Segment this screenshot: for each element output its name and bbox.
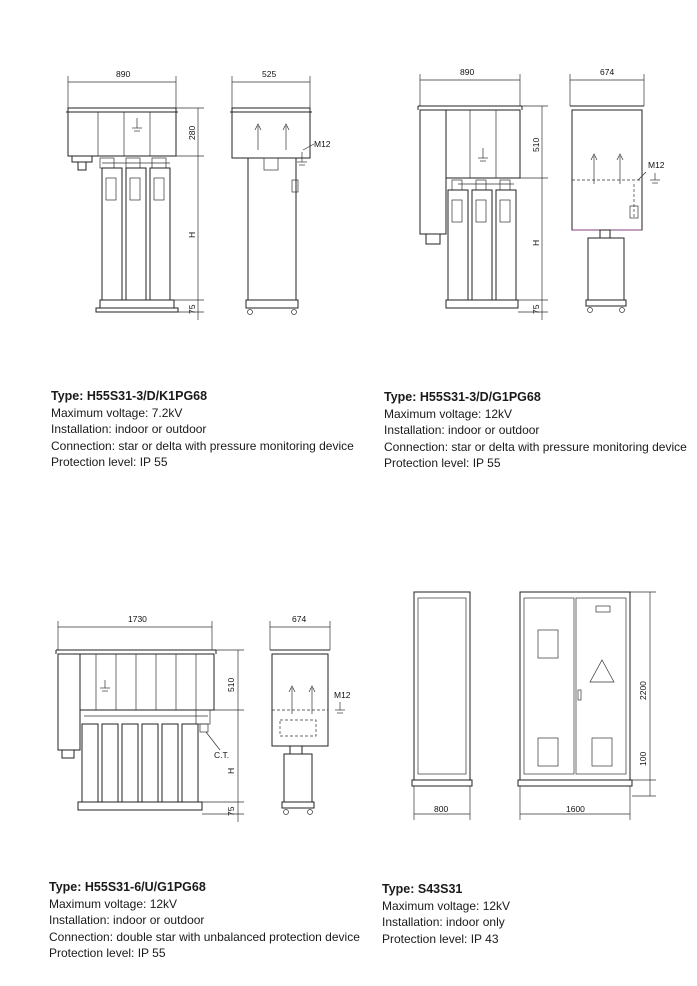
spec-line: Maximum voltage: 7.2kV	[51, 406, 183, 420]
dim-base-height: 75	[226, 806, 236, 816]
type-label: Type: H55S31-3/D/G1PG68	[384, 390, 541, 404]
spec-line: Installation: indoor only	[382, 915, 505, 930]
spec-block-2	[384, 390, 687, 472]
spec-line: Installation: indoor or outdoor	[384, 423, 540, 438]
spec-line: Protection level: IP 55	[49, 946, 166, 961]
dim-total-height: 2200	[638, 681, 648, 700]
dim-side-width: 674	[600, 67, 615, 77]
ct-label: C.T.	[214, 750, 230, 760]
spec-line: Protection level: IP 55	[384, 456, 501, 471]
dim-body-height: H	[531, 239, 541, 246]
bolt-label: M12	[334, 690, 351, 700]
type-label: Type: H55S31-6/U/G1PG68	[49, 880, 206, 894]
dim-base-height: 100	[638, 751, 648, 766]
spec-line: Maximum voltage: 12kV	[382, 899, 511, 913]
spec-line: Installation: indoor or outdoor	[49, 913, 205, 928]
dim-side-width: 800	[434, 804, 449, 814]
dim-front-width: 1730	[128, 614, 147, 624]
spec-line: Maximum voltage: 12kV	[384, 407, 513, 421]
product-block-1	[0, 0, 354, 490]
technical-drawing-4	[348, 490, 697, 840]
spec-line: Protection level: IP 55	[51, 455, 168, 470]
dim-body-height: H	[226, 767, 236, 774]
dim-base-height: 75	[187, 304, 197, 314]
product-block-4	[348, 490, 697, 986]
dim-base-height: 75	[531, 304, 541, 314]
dim-front-width: 890	[460, 67, 475, 77]
dim-side-width: 674	[292, 614, 307, 624]
dim-top-height: 510	[226, 677, 236, 692]
dim-side-width: 525	[262, 69, 277, 79]
type-label: Type: S43S31	[382, 882, 463, 896]
bolt-label: M12	[314, 139, 331, 149]
technical-drawing-3	[0, 490, 350, 840]
spec-line: Connection: star or delta with pressure monitoring device	[384, 439, 687, 454]
spec-block-1	[51, 389, 354, 471]
bolt-label: M12	[648, 160, 665, 170]
dim-front-width: 890	[116, 69, 131, 79]
spec-line: Protection level: IP 43	[382, 931, 499, 946]
technical-drawing-2	[348, 0, 697, 340]
dim-top-height: 280	[187, 125, 197, 140]
spec-line: Installation: indoor or outdoor	[51, 422, 207, 437]
spec-line: Maximum voltage: 12kV	[49, 897, 178, 911]
spec-line: Connection: star or delta with pressure monitoring device	[51, 438, 354, 453]
dim-body-height: H	[187, 231, 197, 238]
product-block-3	[0, 490, 360, 986]
dim-front-width: 1600	[566, 804, 585, 814]
technical-drawing-1	[0, 0, 350, 340]
dim-top-height: 510	[531, 137, 541, 152]
spec-line: Connection: double star with unbalanced protection device	[49, 929, 360, 944]
product-block-2	[348, 0, 697, 490]
spec-block-4	[382, 882, 510, 947]
spec-block-3	[49, 880, 360, 962]
type-label: Type: H55S31-3/D/K1PG68	[51, 389, 208, 403]
